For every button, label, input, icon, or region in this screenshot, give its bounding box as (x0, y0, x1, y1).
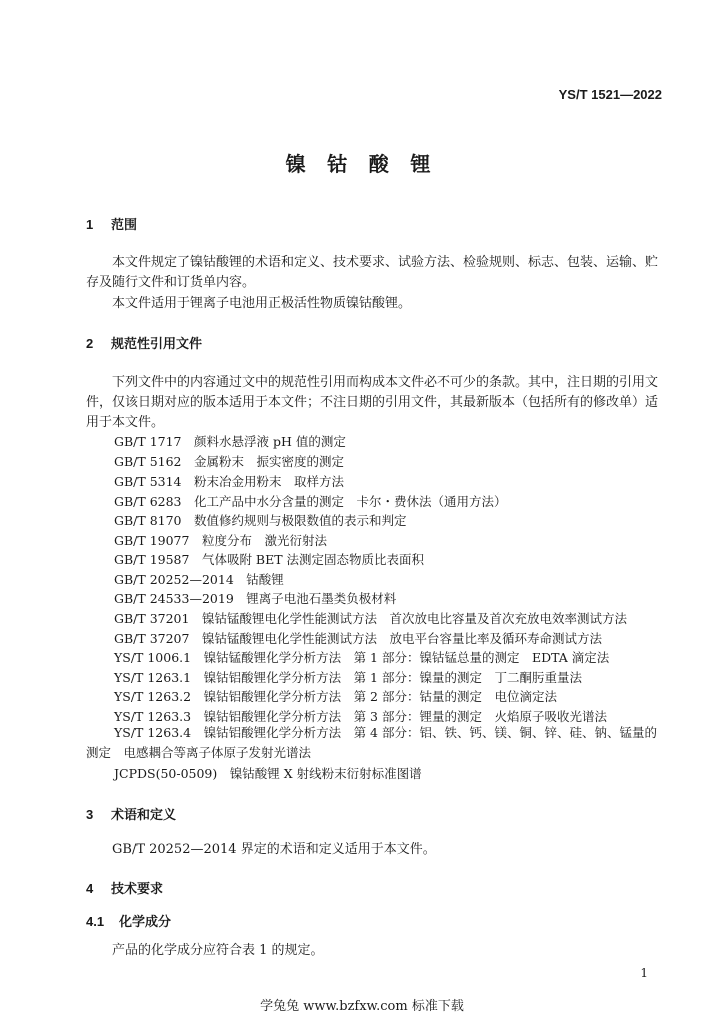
reference-item: GB/T 20252—2014 钴酸锂 (114, 572, 284, 587)
section-title: 规范性引用文件 (111, 336, 203, 351)
section-4-1-paragraph-1: 产品的化学成分应符合表 1 的规定。 (112, 943, 324, 958)
reference-item: GB/T 1717 颜料水悬浮液 pH 值的测定 (114, 434, 346, 449)
section-1-heading (86, 214, 137, 233)
reference-item: YS/T 1263.3 镍钴铝酸锂化学分析方法 第 3 部分：锂量的测定 火焰原子吸收光谱法 (114, 709, 607, 724)
reference-item: YS/T 1263.1 镍钴铝酸锂化学分析方法 第 1 部分：镍量的测定 丁二酮肟重量法 (114, 670, 582, 685)
reference-item: GB/T 37207 镍钴锰酸锂电化学性能测试方法 放电平台容量比率及循环寿命测试方法 (114, 631, 602, 646)
section-2-heading (86, 333, 202, 352)
section-3-heading (86, 804, 176, 823)
footer-watermark: 学兔兔 www.bzfxw.com 标准下载 (260, 999, 464, 1014)
section-1-paragraph-1: 本文件规定了镍钴酸锂的术语和定义、技术要求、试验方法、检验规则、标志、包装、运输、贮存及随行文件和订货单内容。 (86, 255, 659, 290)
reference-item: GB/T 5314 粉末冶金用粉末 取样方法 (114, 474, 345, 489)
section-1-paragraph-2: 本文件适用于锂离子电池用正极活性物质镍钴酸锂。 (112, 296, 412, 311)
section-2-paragraph-1: 下列文件中的内容通过文中的规范性引用而构成本文件必不可少的条款。其中，注日期的引用文件，仅该日期对应的版本适用于本文件；不注日期的引用文件，其最新版本（包括所有的修改单）适用于本文件。 (86, 375, 659, 430)
reference-item: GB/T 8170 数值修约规则与极限数值的表示和判定 (114, 513, 407, 528)
section-number: 3 (86, 807, 94, 822)
section-number: 4.1 (86, 914, 105, 929)
reference-item: GB/T 19077 粒度分布 激光衍射法 (114, 533, 327, 548)
reference-item: GB/T 24533—2019 锂离子电池石墨类负极材料 (114, 591, 397, 606)
section-4-1-heading (86, 911, 171, 930)
reference-item: GB/T 19587 气体吸附 BET 法测定固态物质比表面积 (114, 552, 425, 567)
document-number: YS/T 1521—2022 (558, 87, 662, 102)
section-title: 化学成分 (119, 914, 172, 929)
page-title: 镍 钴 酸 锂 (285, 154, 439, 176)
page-number: 1 (640, 966, 648, 980)
section-number: 4 (86, 881, 94, 896)
section-4-heading (86, 878, 163, 897)
section-number: 1 (86, 217, 94, 232)
reference-item: GB/T 37201 镍钴锰酸锂电化学性能测试方法 首次放电比容量及首次充放电效率测试方法 (114, 611, 627, 626)
section-title: 术语和定义 (111, 807, 177, 822)
section-title: 技术要求 (111, 881, 164, 896)
reference-item: GB/T 6283 化工产品中水分含量的测定 卡尔・费休法（通用方法） (114, 494, 507, 509)
reference-item: YS/T 1006.1 镍钴锰酸锂化学分析方法 第 1 部分：镍钴锰总量的测定 EDTA 滴定法 (114, 650, 610, 665)
section-number: 2 (86, 336, 94, 351)
reference-item: JCPDS(50-0509) 镍钴酸锂 X 射线粉末衍射标准图谱 (114, 766, 422, 781)
reference-item: GB/T 5162 金属粉末 振实密度的测定 (114, 454, 345, 469)
reference-item-wrapped: YS/T 1263.4 镍钴铝酸锂化学分析方法 第 4 部分：铝、铁、钙、镁、铜、锌、硅、钠、锰量的测定 电感耦合等离子体原子发射光谱法 (86, 725, 657, 760)
section-3-paragraph-1: GB/T 20252—2014 界定的术语和定义适用于本文件。 (112, 842, 436, 857)
section-title: 范围 (111, 217, 138, 232)
reference-item: YS/T 1263.2 镍钴铝酸锂化学分析方法 第 2 部分：钴量的测定 电位滴定法 (114, 689, 557, 704)
